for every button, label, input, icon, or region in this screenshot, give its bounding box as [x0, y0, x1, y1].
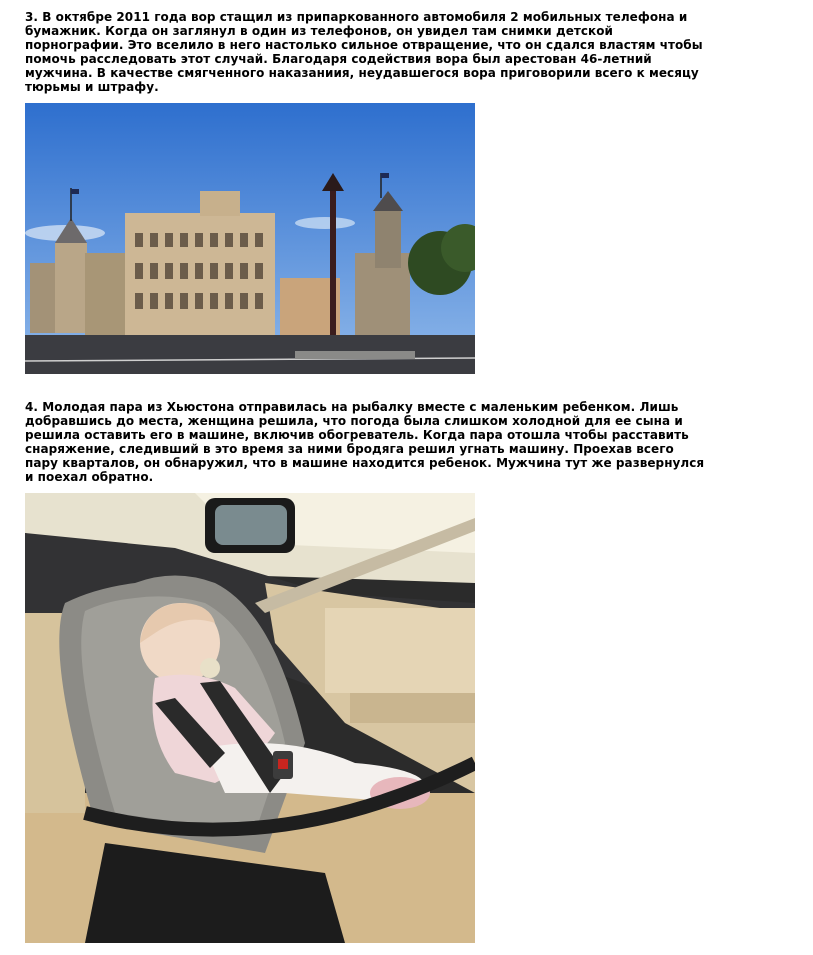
street-photo	[25, 103, 475, 374]
paragraph-item-4: 4. Молодая пара из Хьюстона отправилась на рыбалку вместе с маленьким ребенком. Лишь добравшись до места, женщина решила, что погода была слишком холодной для ее сына и решила оставить его в машине, включив обогреватель. Когда пара отошла чтобы расставить снаряжение, следивший в это время за ними бродяга решил угнать машину. Проехав всего пару кварталов, он обнаружил, что в машине находится ребенок. Мужчина тут же развернулся и поехал обратно.	[25, 400, 705, 484]
car-seat-photo	[25, 493, 475, 943]
paragraph-item-3: 3. В октябре 2011 года вор стащил из припаркованного автомобиля 2 мобильных телефона и бумажник. Когда он заглянул в один из телефонов, он увидел там снимки детской порнографии. Это вселило в него настолько сильное отвращение, что он сдался властям чтобы помочь расследовать этот случай. Благодаря содействия вора был арестован 46-летний мужчина. В качестве смягченного наказаниия, неудавшегося вора приговорили всего к месяцу тюрьмы и штрафу.	[25, 10, 703, 94]
